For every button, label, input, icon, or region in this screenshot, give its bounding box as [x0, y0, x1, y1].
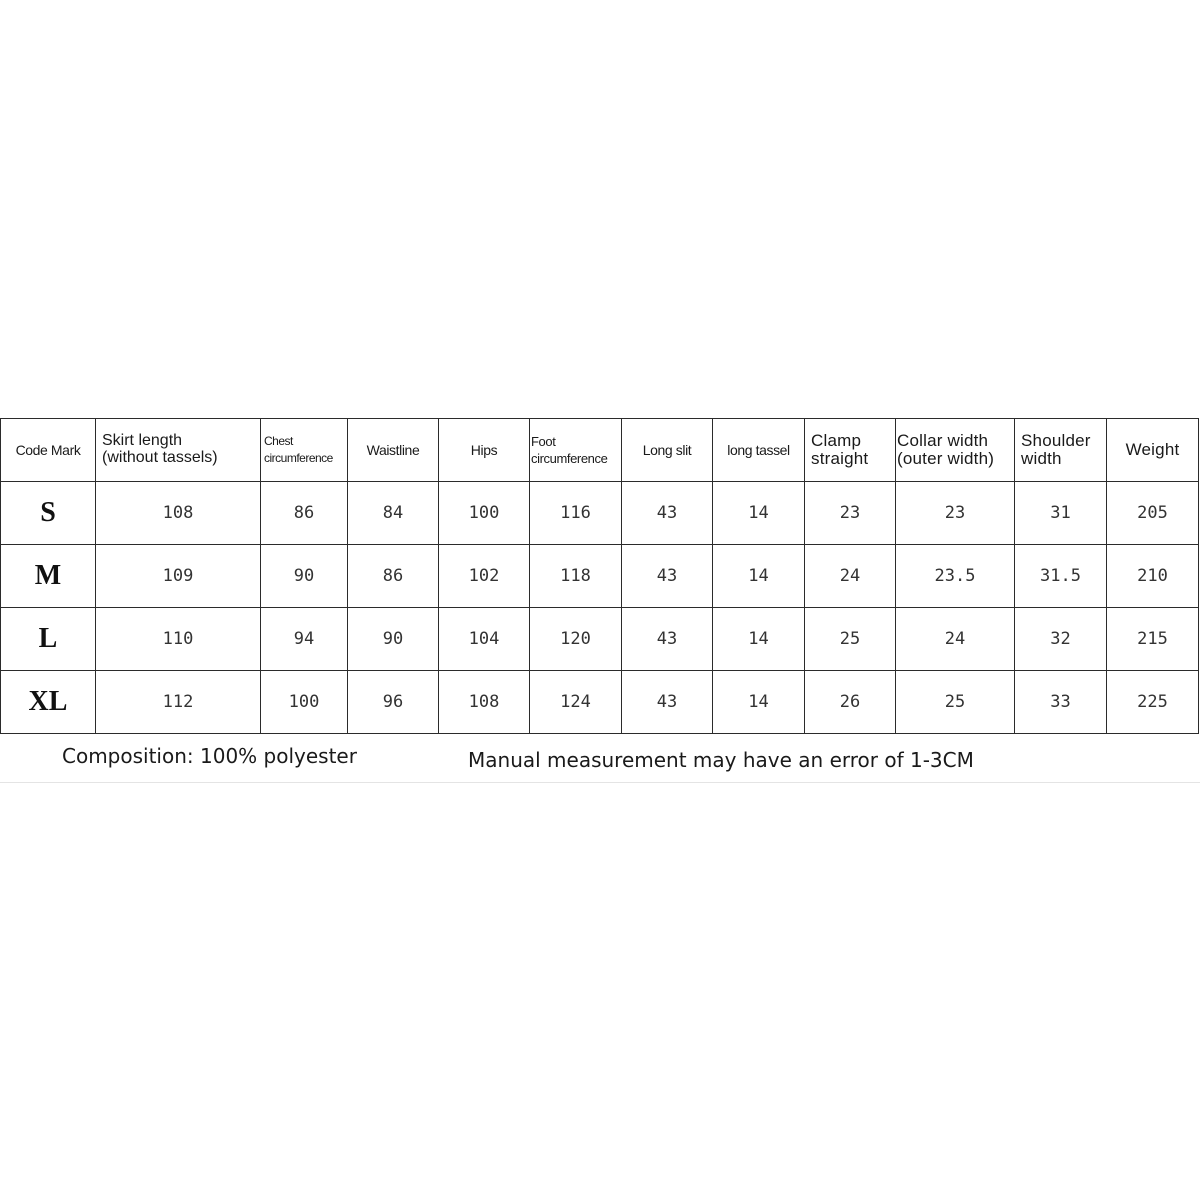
collar-width-cell: 25: [896, 671, 1015, 734]
long-tassel-cell: 14: [713, 545, 805, 608]
table-row: [1, 545, 1199, 608]
size-chart: [0, 418, 1200, 782]
foot-cell: 116: [530, 482, 622, 545]
size-code-cell: M: [1, 545, 96, 608]
hips-cell: 104: [439, 608, 530, 671]
hips-cell: 108: [439, 671, 530, 734]
skirt-length-cell: 112: [96, 671, 261, 734]
long-tassel-cell: 14: [713, 671, 805, 734]
waistline-cell: 90: [348, 608, 439, 671]
waistline-cell: 96: [348, 671, 439, 734]
foot-cell: 120: [530, 608, 622, 671]
table-row: [1, 482, 1199, 545]
collar-width-cell: 24: [896, 608, 1015, 671]
chest-cell: 86: [261, 482, 348, 545]
shoulder-width-cell: 32: [1015, 608, 1107, 671]
collar-width-cell: 23.5: [896, 545, 1015, 608]
clamp-straight-cell: 25: [805, 608, 896, 671]
header-chest-circumference: Chest circumference: [261, 419, 348, 482]
weight-cell: 225: [1107, 671, 1199, 734]
foot-cell: 124: [530, 671, 622, 734]
header-clamp-straight: Clamp straight: [805, 419, 896, 482]
size-table: [0, 418, 1199, 734]
hips-cell: 102: [439, 545, 530, 608]
header-long-slit: Long slit: [622, 419, 713, 482]
long-slit-cell: 43: [622, 545, 713, 608]
header-hips: Hips: [439, 419, 530, 482]
header-weight: Weight: [1107, 419, 1199, 482]
foot-cell: 118: [530, 545, 622, 608]
measurement-note: Manual measurement may have an error of 1-3CM: [468, 748, 974, 772]
clamp-straight-cell: 23: [805, 482, 896, 545]
shoulder-width-cell: 31: [1015, 482, 1107, 545]
weight-cell: 205: [1107, 482, 1199, 545]
clamp-straight-cell: 26: [805, 671, 896, 734]
chest-cell: 100: [261, 671, 348, 734]
skirt-length-cell: 110: [96, 608, 261, 671]
size-code-cell: S: [1, 482, 96, 545]
notes-row: [0, 740, 1200, 783]
chest-cell: 90: [261, 545, 348, 608]
composition-note: Composition: 100% polyester: [62, 744, 357, 768]
waistline-cell: 84: [348, 482, 439, 545]
table-header-row: [1, 419, 1199, 482]
header-skirt-length: Skirt length (without tassels): [96, 419, 261, 482]
long-slit-cell: 43: [622, 608, 713, 671]
long-tassel-cell: 14: [713, 482, 805, 545]
table-row: [1, 608, 1199, 671]
skirt-length-cell: 108: [96, 482, 261, 545]
hips-cell: 100: [439, 482, 530, 545]
header-collar-width: Collar width (outer width): [896, 419, 1015, 482]
waistline-cell: 86: [348, 545, 439, 608]
header-shoulder-width: Shoulder width: [1015, 419, 1107, 482]
header-code-mark: Code Mark: [1, 419, 96, 482]
header-waistline: Waistline: [348, 419, 439, 482]
long-tassel-cell: 14: [713, 608, 805, 671]
shoulder-width-cell: 33: [1015, 671, 1107, 734]
header-foot-circumference: Foot circumference: [530, 419, 622, 482]
long-slit-cell: 43: [622, 671, 713, 734]
weight-cell: 210: [1107, 545, 1199, 608]
skirt-length-cell: 109: [96, 545, 261, 608]
long-slit-cell: 43: [622, 482, 713, 545]
table-row: [1, 671, 1199, 734]
collar-width-cell: 23: [896, 482, 1015, 545]
weight-cell: 215: [1107, 608, 1199, 671]
shoulder-width-cell: 31.5: [1015, 545, 1107, 608]
size-code-cell: XL: [1, 671, 96, 734]
header-long-tassel: long tassel: [713, 419, 805, 482]
chest-cell: 94: [261, 608, 348, 671]
clamp-straight-cell: 24: [805, 545, 896, 608]
size-code-cell: L: [1, 608, 96, 671]
